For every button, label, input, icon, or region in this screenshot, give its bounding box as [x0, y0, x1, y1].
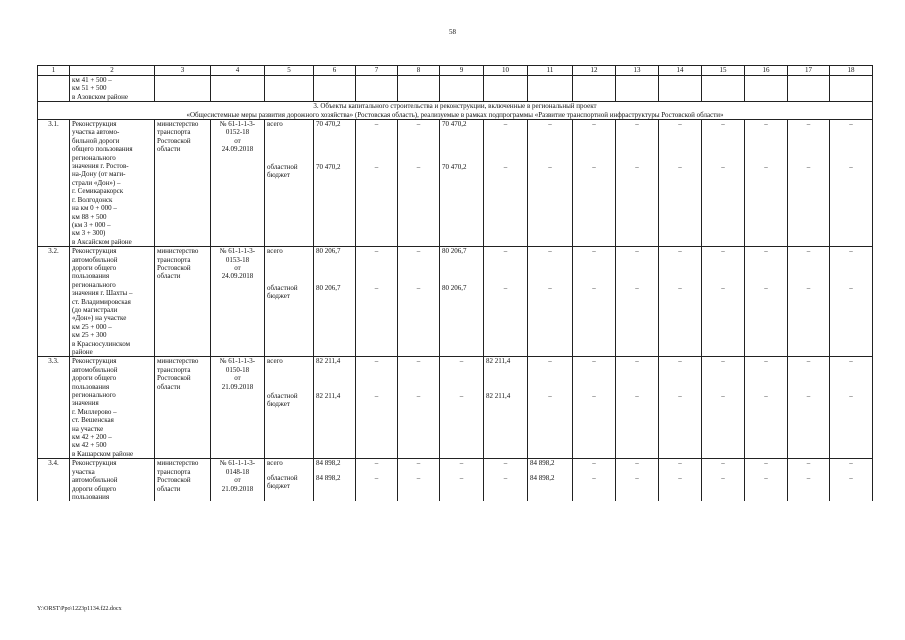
column-number: 18	[830, 66, 873, 76]
year-value: –	[573, 474, 616, 502]
investment-table	[37, 65, 873, 501]
year-value: –	[616, 474, 659, 502]
total-amount: 84 898,2	[314, 474, 356, 502]
design-doc	[211, 120, 265, 247]
year-value: –	[702, 474, 745, 502]
design-doc-line: 24.09.2018	[221, 145, 254, 154]
object-name-line: автомобильной	[72, 255, 118, 264]
year-value: –	[528, 120, 573, 163]
cell	[616, 76, 659, 102]
design-doc-line: от	[234, 263, 241, 272]
design-doc-line: 0153-18	[225, 255, 250, 264]
total-amount: 70 470,2	[314, 120, 356, 163]
year-value: –	[398, 459, 440, 474]
year-value: –	[356, 392, 398, 459]
object-row	[38, 120, 873, 163]
object-name-line: Реконструкция	[72, 120, 117, 129]
year-value: –	[659, 120, 702, 163]
year-value: 80 206,7	[440, 284, 484, 357]
executor-line: министерство	[157, 357, 199, 366]
object-name-line: Реконструкция	[72, 357, 117, 366]
object-name-line: регионального	[72, 153, 116, 162]
funding-source: всего	[265, 247, 314, 284]
year-value: –	[702, 120, 745, 163]
design-doc-line: от	[234, 476, 241, 485]
year-value: –	[830, 459, 873, 474]
cell	[788, 76, 830, 102]
year-value: –	[573, 392, 616, 459]
object-name-line: км 42 + 500	[72, 441, 107, 450]
design-doc-line: 0152-18	[225, 128, 250, 137]
year-value: –	[356, 459, 398, 474]
total-amount: 70 470,2	[314, 163, 356, 247]
cell	[38, 76, 70, 102]
column-number: 14	[659, 66, 702, 76]
year-value: –	[788, 163, 830, 247]
year-value: –	[440, 392, 484, 459]
object-name-line: г. Миллерово –	[72, 407, 117, 416]
executor-line: министерство	[157, 247, 199, 256]
object-name-line: Реконструкция	[72, 247, 117, 256]
executor-line: Ростовской	[157, 374, 191, 383]
executor-line: области	[157, 484, 181, 493]
column-number: 12	[573, 66, 616, 76]
design-doc-line: 24.09.2018	[221, 272, 254, 281]
year-value: –	[398, 247, 440, 284]
year-value: –	[440, 474, 484, 502]
year-value: 70 470,2	[440, 163, 484, 247]
year-value: –	[398, 120, 440, 163]
cell	[155, 76, 211, 102]
year-value: –	[788, 120, 830, 163]
cell	[440, 76, 484, 102]
object-name-line: пользования	[72, 492, 110, 501]
object-name-line: значения г. Шахты –	[72, 289, 133, 298]
column-number: 16	[745, 66, 788, 76]
object-name-line: км 25 + 000 –	[72, 322, 112, 331]
cell	[659, 76, 702, 102]
year-value: –	[398, 357, 440, 392]
year-value: –	[398, 474, 440, 502]
year-value: –	[573, 163, 616, 247]
executor-line: Ростовской	[157, 263, 191, 272]
year-value: –	[702, 392, 745, 459]
funding-source-line: бюджет	[267, 171, 290, 180]
object-name-line: общего пользования	[72, 145, 133, 154]
year-value: –	[659, 163, 702, 247]
object-name-line: пользования	[72, 272, 110, 281]
cell	[314, 76, 356, 102]
design-doc-line: 0148-18	[225, 467, 250, 476]
year-value: –	[573, 120, 616, 163]
executor-line: транспорта	[157, 128, 191, 137]
year-value: –	[356, 284, 398, 357]
funding-source	[265, 163, 314, 247]
executor-line: области	[157, 145, 181, 154]
object-name-line: ст. Вешенская	[72, 416, 114, 425]
object-name-line: на участке	[72, 424, 104, 433]
year-value: –	[745, 163, 788, 247]
object-name-line: км 25 + 300	[72, 331, 107, 340]
year-value: –	[484, 163, 528, 247]
object-name-line: районе	[72, 348, 93, 356]
column-number: 7	[356, 66, 398, 76]
column-number: 3	[155, 66, 211, 76]
year-value: –	[788, 284, 830, 357]
executor-line: области	[157, 382, 181, 391]
design-doc-line: № 61-1-1-3-	[219, 459, 256, 468]
executor-line: области	[157, 272, 181, 281]
object-name-line: страли «Дон») –	[72, 178, 121, 187]
funding-source-line: областной	[267, 162, 298, 171]
object-row	[38, 459, 873, 474]
cell	[356, 76, 398, 102]
object-name-line: пользования	[72, 382, 110, 391]
row-number: 3.1.	[38, 120, 70, 247]
year-value: –	[702, 163, 745, 247]
object-name-line: дороги общего	[72, 263, 117, 272]
year-value: –	[573, 459, 616, 474]
funding-source-line: областной	[267, 391, 298, 400]
cell	[573, 76, 616, 102]
year-value: –	[484, 474, 528, 502]
year-value: –	[659, 392, 702, 459]
design-doc-line: 21.09.2018	[221, 484, 254, 493]
section-title	[38, 102, 873, 120]
design-doc-line: № 61-1-1-3-	[219, 357, 256, 366]
year-value: –	[356, 357, 398, 392]
funding-source-line: бюджет	[267, 399, 290, 408]
funding-source-line: областной	[267, 473, 298, 482]
year-value: 82 211,4	[484, 392, 528, 459]
year-value: –	[616, 120, 659, 163]
year-value: –	[830, 163, 873, 247]
column-number: 8	[398, 66, 440, 76]
year-value: –	[830, 120, 873, 163]
object-name	[70, 120, 155, 247]
funding-source-line: бюджет	[267, 292, 290, 301]
year-value: –	[616, 459, 659, 474]
year-value: –	[659, 474, 702, 502]
column-number: 17	[788, 66, 830, 76]
object-name-line: на км 0 + 000 –	[72, 204, 117, 213]
year-value: –	[830, 474, 873, 502]
funding-source: всего	[265, 357, 314, 392]
object-name-line: ст. Владимировская	[72, 297, 131, 306]
year-value: –	[659, 459, 702, 474]
year-value: –	[484, 247, 528, 284]
funding-source-line: областной	[267, 284, 298, 293]
year-value: –	[788, 474, 830, 502]
object-name-line: в Кашарском районе	[72, 449, 134, 458]
executor	[155, 247, 211, 357]
year-value: –	[702, 284, 745, 357]
object-name-line: в Аксайском районе	[72, 237, 132, 246]
object-name	[70, 357, 155, 459]
cell	[702, 76, 745, 102]
object-name-line: г. Семикаракорск	[72, 187, 124, 196]
object-row	[38, 357, 873, 392]
object-name-line: дороги общего	[72, 374, 117, 383]
year-value: –	[398, 392, 440, 459]
year-value: –	[573, 284, 616, 357]
cell	[830, 76, 873, 102]
executor-line: транспорта	[157, 467, 191, 476]
year-value: –	[788, 392, 830, 459]
year-value: –	[616, 284, 659, 357]
year-value: –	[745, 120, 788, 163]
object-row	[38, 247, 873, 284]
funding-source	[265, 392, 314, 459]
object-name-line: км 3 + 300)	[72, 229, 106, 238]
year-value: –	[356, 247, 398, 284]
year-value: –	[528, 163, 573, 247]
cell	[398, 76, 440, 102]
year-value: –	[745, 392, 788, 459]
object-name-line: автомобильной	[72, 476, 118, 485]
row-number: 3.4.	[38, 459, 70, 502]
year-value: –	[745, 474, 788, 502]
year-value: –	[830, 284, 873, 357]
year-value: –	[745, 357, 788, 392]
funding-source	[265, 474, 314, 502]
column-number: 4	[211, 66, 265, 76]
design-doc-line: 0150-18	[225, 365, 250, 374]
year-value: –	[484, 120, 528, 163]
year-value: –	[484, 459, 528, 474]
object-name-line: км 88 + 500	[72, 212, 107, 221]
cell	[265, 76, 314, 102]
object-name-line: дороги общего	[72, 484, 117, 493]
column-number: 1	[38, 66, 70, 76]
column-number: 15	[702, 66, 745, 76]
year-value: –	[356, 474, 398, 502]
year-value: –	[573, 357, 616, 392]
year-value: 80 206,7	[440, 247, 484, 284]
year-value: 84 898,2	[528, 459, 573, 474]
year-value: –	[788, 247, 830, 284]
object-name-line: км 51 + 500	[72, 84, 107, 93]
column-number: 10	[484, 66, 528, 76]
year-value: –	[788, 459, 830, 474]
object-name	[70, 247, 155, 357]
column-number: 6	[314, 66, 356, 76]
executor	[155, 459, 211, 502]
design-doc-line: от	[234, 136, 241, 145]
object-name-line: г. Волгодонск	[72, 195, 113, 204]
executor-line: Ростовской	[157, 136, 191, 145]
object-name-line: «Дон») на участке	[72, 314, 127, 323]
year-value: –	[702, 247, 745, 284]
executor-line: министерство	[157, 459, 199, 468]
year-value: –	[830, 247, 873, 284]
year-value: –	[616, 357, 659, 392]
year-value: –	[659, 357, 702, 392]
year-value: –	[356, 163, 398, 247]
object-name-line: значения г. Ростов-	[72, 162, 129, 171]
executor	[155, 120, 211, 247]
design-doc	[211, 459, 265, 502]
object-name-line: (до магистрали	[72, 305, 118, 314]
object-name-line: в Красносулинском	[72, 339, 130, 348]
page-number: 58	[449, 28, 456, 36]
year-value: –	[788, 357, 830, 392]
year-value: –	[745, 284, 788, 357]
funding-source-line: бюджет	[267, 481, 290, 490]
year-value: –	[659, 284, 702, 357]
column-number-row	[38, 66, 873, 76]
column-number: 11	[528, 66, 573, 76]
year-value: –	[356, 120, 398, 163]
object-name-cell	[70, 76, 155, 102]
year-value: –	[616, 247, 659, 284]
year-value: –	[440, 459, 484, 474]
object-name-line: бильной дороги	[72, 136, 120, 145]
funding-source: всего	[265, 459, 314, 474]
design-doc	[211, 357, 265, 459]
year-value: –	[573, 247, 616, 284]
design-doc-line: от	[234, 374, 241, 383]
total-amount: 84 898,2	[314, 459, 356, 474]
year-value: –	[440, 357, 484, 392]
object-name-line: км 42 + 200 –	[72, 433, 112, 442]
year-value: –	[830, 357, 873, 392]
row-number: 3.3.	[38, 357, 70, 459]
object-name-line: в Азовском районе	[72, 92, 129, 101]
object-name-line: (км 3 + 000 –	[72, 220, 111, 229]
column-number: 2	[70, 66, 155, 76]
object-name-line: значения	[72, 399, 99, 408]
column-number: 9	[440, 66, 484, 76]
design-doc-line: № 61-1-1-3-	[219, 120, 256, 129]
year-value: 84 898,2	[528, 474, 573, 502]
year-value: –	[528, 357, 573, 392]
column-number: 13	[616, 66, 659, 76]
year-value: –	[398, 163, 440, 247]
year-value: –	[616, 392, 659, 459]
year-value: –	[830, 392, 873, 459]
object-name-line: автомобильной	[72, 365, 118, 374]
total-amount: 82 211,4	[314, 357, 356, 392]
cell	[211, 76, 265, 102]
file-path-footer: Y:\ORST\Ppo\1223p1134.f22.docx	[37, 606, 122, 612]
year-value: –	[528, 247, 573, 284]
total-amount: 80 206,7	[314, 284, 356, 357]
total-amount: 82 211,4	[314, 392, 356, 459]
object-name-line: регионального	[72, 391, 116, 400]
executor-line: министерство	[157, 120, 199, 129]
year-value: –	[528, 392, 573, 459]
year-value: –	[659, 247, 702, 284]
year-value: 82 211,4	[484, 357, 528, 392]
funding-source	[265, 284, 314, 357]
object-name-line: участка	[72, 467, 95, 476]
design-doc-line: № 61-1-1-3-	[219, 247, 256, 256]
object-name-line: на-Дону (от маги-	[72, 170, 126, 179]
year-value: –	[398, 284, 440, 357]
section-title-row	[38, 102, 873, 120]
design-doc-line: 21.09.2018	[221, 382, 254, 391]
object-name-line: регионального	[72, 280, 116, 289]
executor	[155, 357, 211, 459]
total-amount: 80 206,7	[314, 247, 356, 284]
executor-line: транспорта	[157, 255, 191, 264]
year-value: –	[702, 459, 745, 474]
object-name-line: Реконструкция	[72, 459, 117, 468]
object-name	[70, 459, 155, 502]
cell	[484, 76, 528, 102]
section-title-line: 3. Объекты капитального строительства и реконструкции, включенные в региональный проект	[313, 102, 597, 111]
cell	[745, 76, 788, 102]
year-value: 70 470,2	[440, 120, 484, 163]
object-name-line: км 41 + 500 –	[72, 76, 112, 84]
continued-row	[38, 76, 873, 102]
column-number: 5	[265, 66, 314, 76]
year-value: –	[528, 284, 573, 357]
design-doc	[211, 247, 265, 357]
executor-line: Ростовской	[157, 476, 191, 485]
year-value: –	[745, 247, 788, 284]
year-value: –	[745, 459, 788, 474]
row-number: 3.2.	[38, 247, 70, 357]
object-name-line: участка автомо-	[72, 128, 120, 137]
year-value: –	[702, 357, 745, 392]
funding-source: всего	[265, 120, 314, 163]
year-value: –	[616, 163, 659, 247]
executor-line: транспорта	[157, 365, 191, 374]
cell	[528, 76, 573, 102]
year-value: –	[484, 284, 528, 357]
section-title-line: «Общесистемные меры развития дорожного хозяйства» (Ростовская область), реализуемые в рамках подпрограммы «Развитие транспортной инфраструктуры Ростовской области»	[186, 110, 724, 119]
